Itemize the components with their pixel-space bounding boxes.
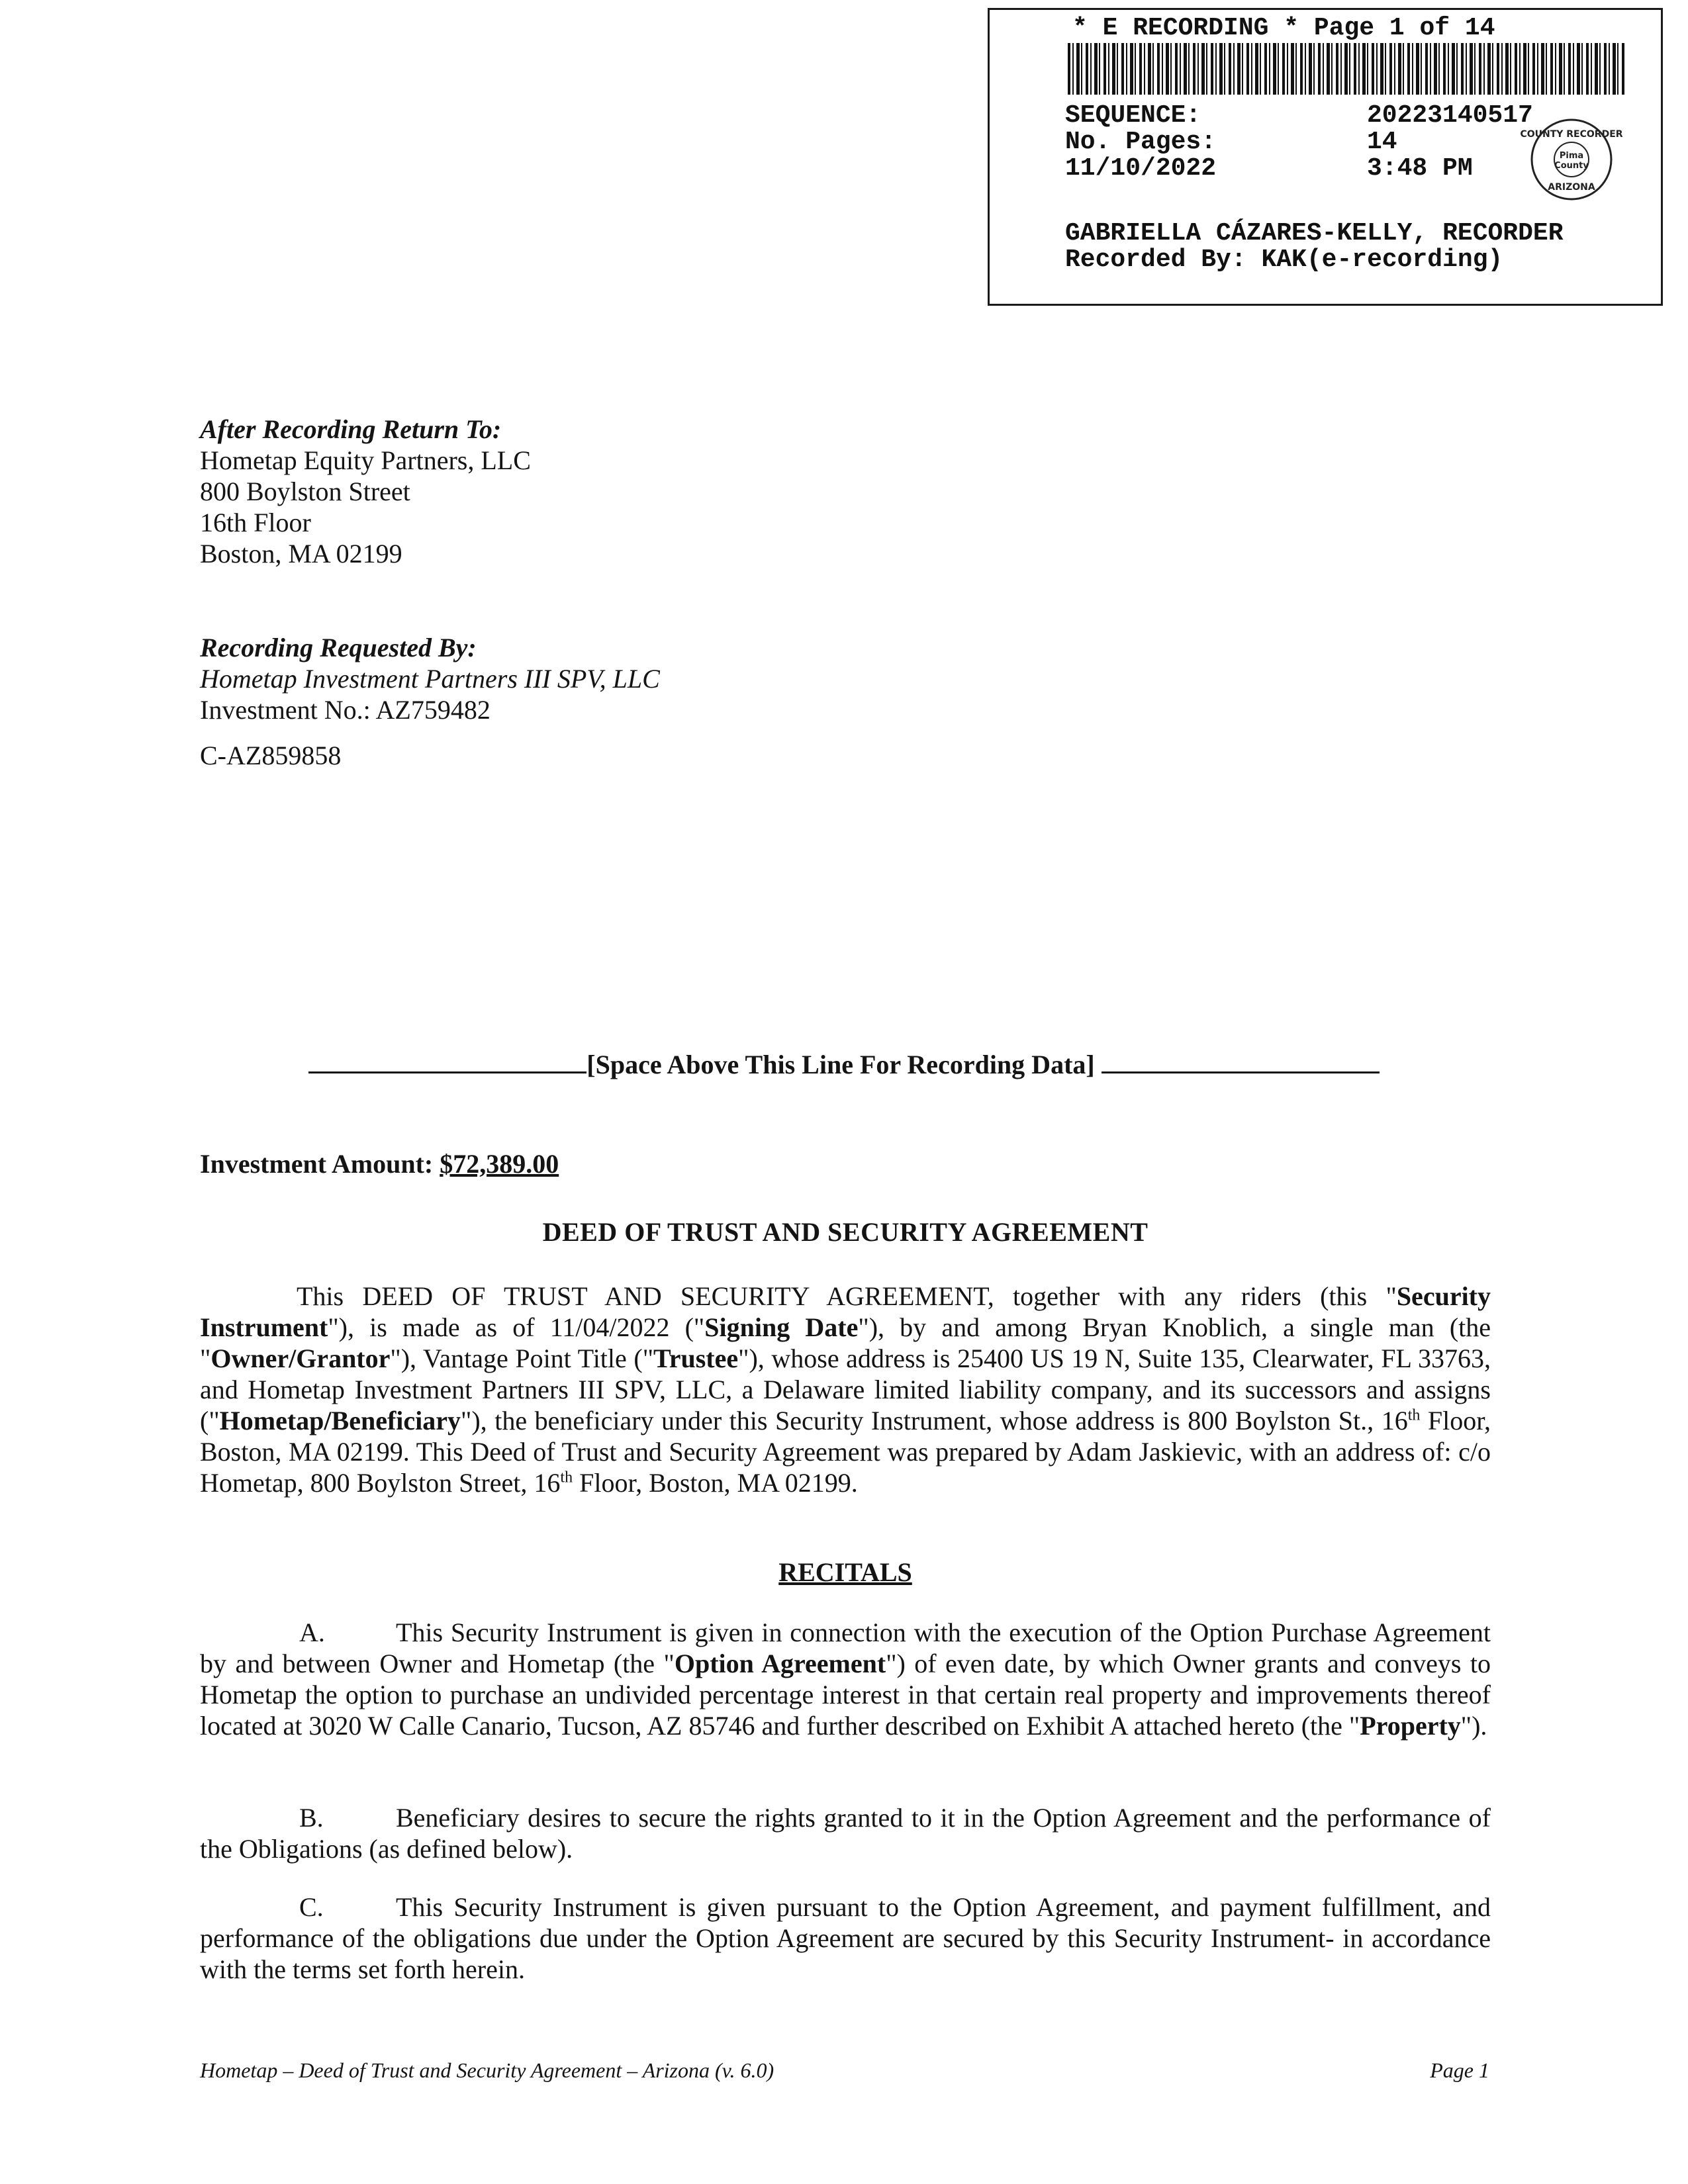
recital-text: Beneficiary desires to secure the rights granted to it in the Option Agreement and the performance of the Obligations (as defined below).	[200, 1803, 1491, 1864]
underline-right	[1102, 1049, 1380, 1073]
recital-text: This Security Instrument is given pursuant to the Option Agreement, and payment fulfillment, and performance of the obligations due under the Option Agreement are secured by this Security Instrument- in accordance with the terms set forth herein.	[200, 1892, 1491, 1984]
recorded-by: Recorded By: KAK(e-recording)	[1065, 246, 1503, 274]
intro-text: "), the beneficiary under this Security Instrument, whose address is 800 Boylston St., 16	[461, 1406, 1408, 1435]
document-title: DEED OF TRUST AND SECURITY AGREEMENT	[542, 1217, 1149, 1247]
intro-text: "), Vantage Point Title ("	[390, 1343, 654, 1373]
intro-text: This DEED OF TRUST AND SECURITY AGREEMENT, together with any riders (this "	[297, 1281, 1397, 1311]
recital-text: ").	[1460, 1711, 1487, 1741]
pages-value: 14	[1367, 128, 1397, 156]
footer-document-name: Hometap – Deed of Trust and Security Agreement – Arizona (v. 6.0)	[200, 2058, 774, 2082]
sequence-value: 20223140517	[1367, 101, 1533, 130]
seal-bottom-text: ARIZONA	[1548, 182, 1595, 193]
seal-center-text-2: County	[1554, 161, 1589, 171]
return-to-line: Boston, MA 02199	[200, 539, 402, 569]
investment-amount	[200, 1148, 559, 1179]
return-to-block	[200, 414, 531, 569]
intro-text: "), by and among Bryan Knoblich, a single man (the "	[200, 1312, 1491, 1373]
return-to-heading: After Recording Return To:	[200, 414, 502, 444]
requested-by-heading: Recording Requested By:	[200, 633, 477, 662]
pages-label: No. Pages:	[1065, 128, 1217, 156]
recording-space-line	[265, 1049, 1423, 1080]
seal-top-text: COUNTY RECORDER	[1520, 129, 1623, 140]
recital-b	[200, 1802, 1491, 1864]
recitals-heading: RECITALS	[778, 1557, 912, 1587]
recording-stamp	[988, 8, 1663, 306]
return-to-line: 16th Floor	[200, 508, 311, 537]
intro-term: Trustee	[653, 1343, 739, 1373]
intro-text: Floor, Boston, MA 02199. This Deed of Trust and Security Agreement was prepared by Adam Jaskievic, with an address of: c/o Hometap, 800 Boylston Street, 16	[200, 1406, 1491, 1498]
recital-c-label: C.	[299, 1892, 324, 1922]
recording-header: * E RECORDING * Page 1 of 14	[1072, 14, 1495, 42]
seal-center-text-1: Pima	[1559, 151, 1584, 161]
recital-term: Property	[1360, 1711, 1461, 1741]
recital-c	[200, 1891, 1491, 1985]
return-to-line: 800 Boylston Street	[200, 477, 410, 506]
recital-text: ") of even date, by which Owner grants and conveys to Hometap the option to purchase an undivided percentage interest in that certain real property and improvements thereof located at 3020 W Calle Canario, Tucson, AZ 85746 and further described on Exhibit A attached hereto (the "	[200, 1649, 1491, 1741]
intro-text: Floor, Boston, MA 02199.	[573, 1468, 858, 1498]
investment-amount-value: $72,389.00	[440, 1149, 559, 1179]
intro-text: "), whose address is 25400 US 19 N, Suite 135, Clearwater, FL 33763, and Hometap Investment Partners III SPV, LLC, a Delaware limited liability company, and its successors and assigns ("	[200, 1343, 1491, 1435]
space-line-text: [Space Above This Line For Recording Data]	[586, 1050, 1095, 1079]
intro-term: Security Instrument	[200, 1281, 1491, 1342]
county-seal-icon	[1520, 117, 1623, 202]
ordinal-suffix: th	[1407, 1406, 1421, 1424]
intro-term: Hometap/Beneficiary	[219, 1406, 461, 1435]
recital-a	[200, 1617, 1491, 1741]
requested-by-block	[200, 632, 660, 771]
recital-text: This Security Instrument is given in connection with the execution of the Option Purchase Agreement by and between Owner and Hometap (the "	[200, 1617, 1491, 1678]
recital-a-label: A.	[299, 1617, 325, 1647]
recital-term: Option Agreement	[674, 1649, 886, 1678]
intro-text: "), is made as of 11/04/2022 ("	[328, 1312, 705, 1342]
investment-amount-label: Investment Amount:	[200, 1149, 434, 1179]
recording-time: 3:48 PM	[1367, 154, 1473, 183]
footer-page-number: Page 1	[1430, 2058, 1489, 2082]
recorder-name: GABRIELLA CÁZARES-KELLY, RECORDER	[1065, 219, 1564, 248]
investment-number: Investment No.: AZ759482	[200, 695, 491, 725]
recording-date: 11/10/2022	[1065, 154, 1217, 183]
reference-number: C-AZ859858	[200, 741, 342, 770]
recital-b-label: B.	[299, 1803, 324, 1833]
return-to-line: Hometap Equity Partners, LLC	[200, 445, 531, 475]
underline-left	[308, 1049, 586, 1073]
barcode	[1068, 43, 1625, 95]
sequence-label: SEQUENCE:	[1065, 101, 1201, 130]
requested-by-name: Hometap Investment Partners III SPV, LLC	[200, 664, 660, 694]
ordinal-suffix: th	[560, 1469, 573, 1486]
intro-term: Signing Date	[704, 1312, 859, 1342]
intro-term: Owner/Grantor	[211, 1343, 391, 1373]
intro-paragraph	[200, 1281, 1491, 1498]
